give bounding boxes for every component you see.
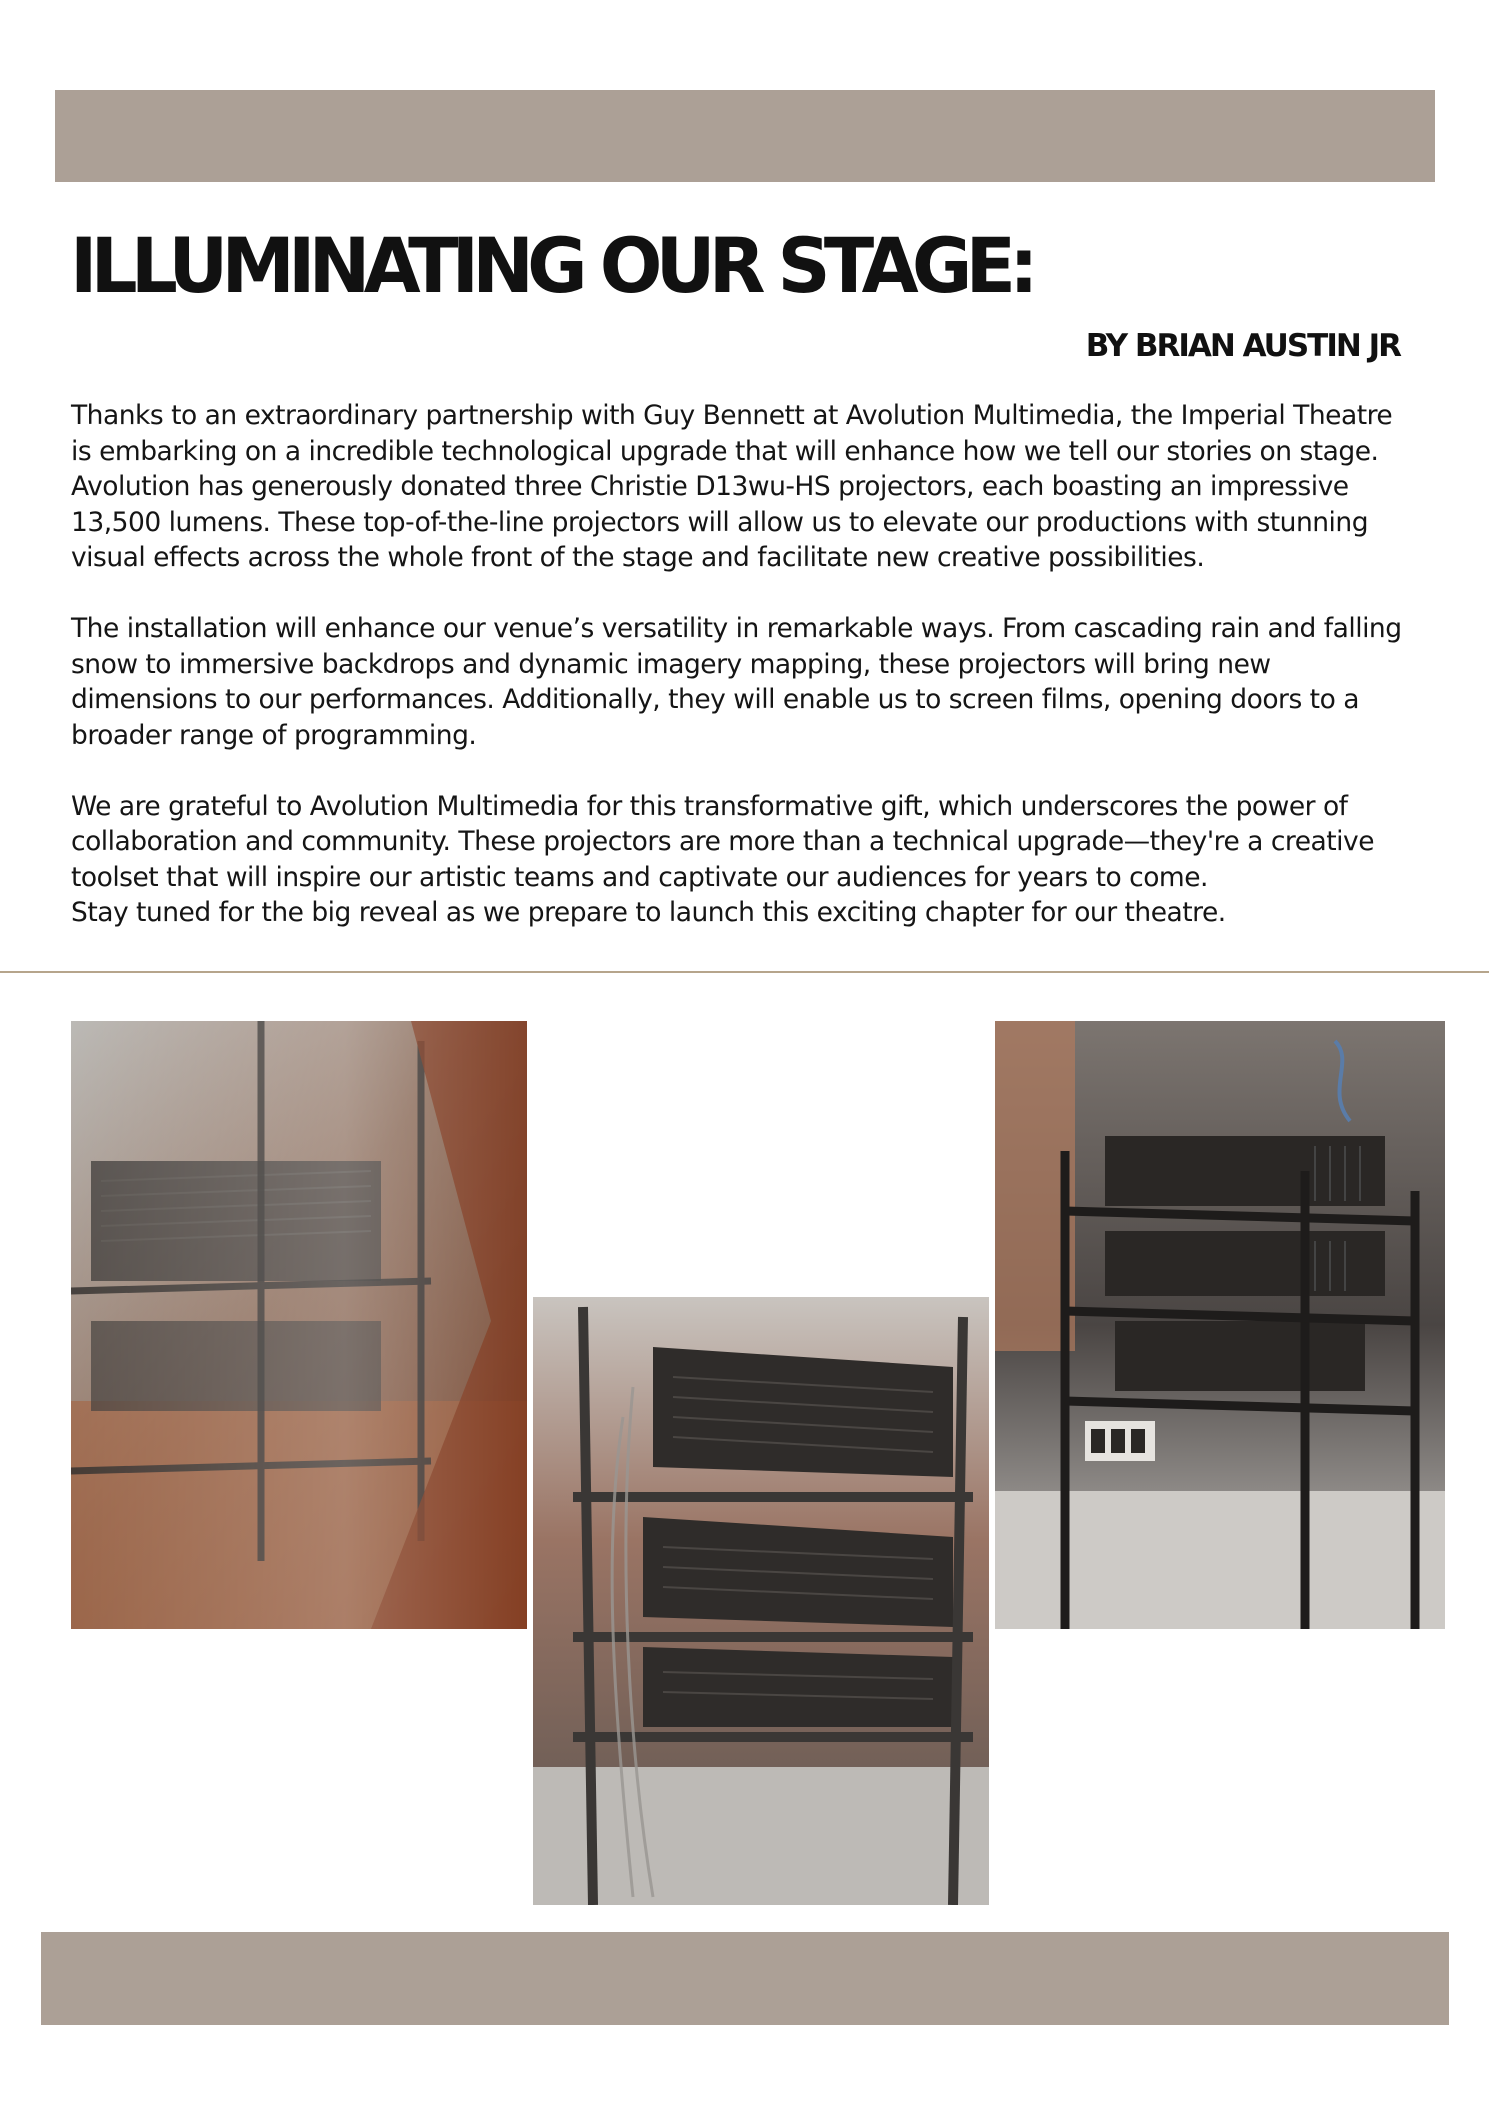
- projector-rack-photo-through-glass: [71, 1021, 527, 1629]
- stacked-projectors-photo: [533, 1297, 989, 1905]
- article-body: [71, 398, 1451, 966]
- projector-rack-photo-wide: [995, 1021, 1445, 1629]
- section-divider: [0, 971, 1489, 973]
- page-title: ILLUMINATING OUR STAGE:: [70, 221, 1032, 310]
- article-paragraph: We are grateful to Avolution Multimedia for this transformative gift, which underscores the power of collaboration and community. These projectors are more than a technical upgrade—they're a creative toolset that will inspire our artistic teams and captivate our audiences for years to come. Stay tuned for the big reveal as we prepare to launch this exciting chapter for our theatre.: [71, 790, 1375, 928]
- article-paragraph: The installation will enhance our venue’s versatility in remarkable ways. From cascading rain and falling snow to immersive backdrops and dynamic imagery mapping, these projectors will bring new dimensions to our performances. Additionally, they will enable us to screen films, opening doors to a broader range of programming.: [71, 613, 1402, 751]
- footer-band: [41, 1932, 1449, 2025]
- article-paragraph: Thanks to an extraordinary partnership with Guy Bennett at Avolution Multimedia, the Imperial Theatre is embarking on a incredible technological upgrade that will enhance how we tell our stories on stage. Avolution has generously donated three Christie D13wu-HS projectors, each boasting an impressive 13,500 lumens. These top-of-the-line projectors will allow us to elevate our productions with stunning visual effects across the whole front of the stage and facilitate new creative possibilities.: [71, 400, 1393, 573]
- byline: BY BRIAN AUSTIN JR: [1085, 328, 1400, 364]
- header-band: [55, 90, 1435, 182]
